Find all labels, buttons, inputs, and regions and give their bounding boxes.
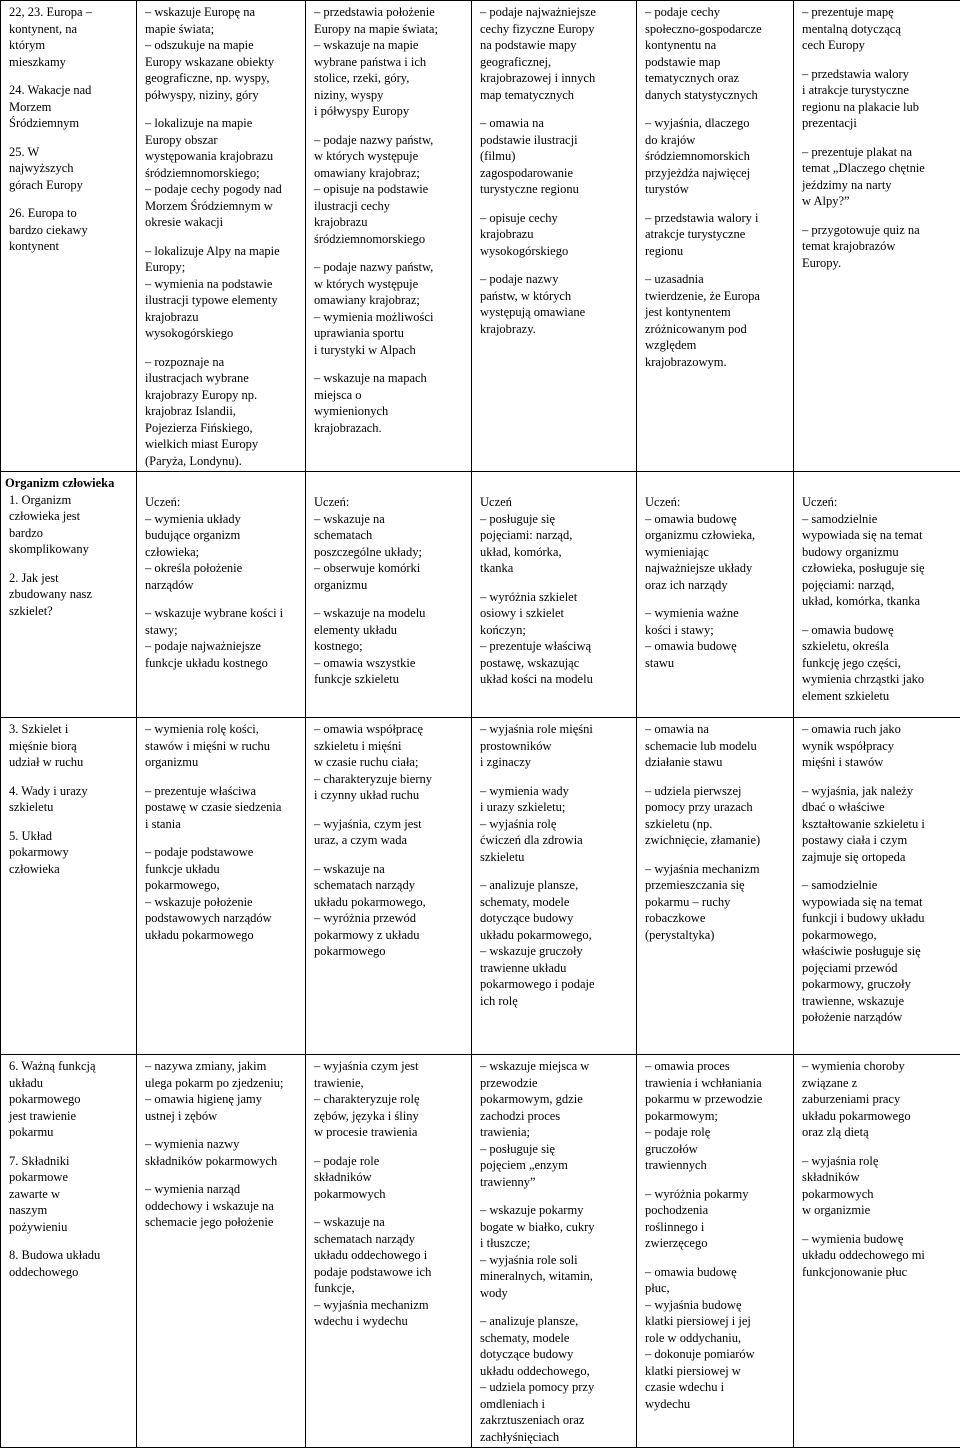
table-row: [1, 472, 960, 718]
requirement-item: – omawia na podstawie ilustracji (filmu) zagospodarowanie turystyczne regionu: [480, 115, 632, 198]
requirement-item: – wyjaśnia rolę składników pokarmowych w organizmie: [802, 1153, 956, 1219]
table-row: [1, 1055, 960, 1448]
requirement-item: – podaje najważniejsze cechy fizyczne Europy na podstawie mapy geograficznej, krajobrazowej i innych map tematycznych: [480, 4, 632, 103]
requirements-cell: [637, 718, 794, 1055]
topic-cell: [1, 472, 137, 718]
requirement-item: – lokalizuje Alpy na mapie Europy; – wymienia na podstawie ilustracji typowe elementy krajobrazu wysokogórskiego: [145, 243, 301, 342]
topic-cell: [1, 1055, 137, 1448]
requirements-cell: [137, 718, 306, 1055]
requirement-item: – omawia ruch jako wynik współpracy mięśni i stawów: [802, 721, 956, 771]
requirement-item: – omawia budowę szkieletu, określa funkcję jego części, wymienia chrząstki jako element szkieletu: [802, 622, 956, 705]
requirement-item: – omawia budowę płuc, – wyjaśnia budowę klatki piersiowej i jej role w oddychaniu, – dokonuje pomiarów klatki piersiowej w czasie wdechu i wydechu: [645, 1264, 789, 1413]
requirements-cell: [794, 1, 960, 472]
requirement-item: – wskazuje na schematach narządy układu oddechowego i podaje podstawowe ich funkcje, – wyjaśnia mechanizm wdechu i wydechu: [314, 1214, 467, 1330]
requirement-item: – rozpoznaje na ilustracjach wybrane krajobrazy Europy np. krajobraz Islandii, Pojezierza Fińskiego, wielkich miast Europy (Paryża, Londynu).: [145, 354, 301, 470]
requirement-item: – podaje nazwy państw, w których występuje omawiany krajobraz; – opisuje na podstawie ilustracji cechy krajobrazu śródziemnomorskiego: [314, 132, 467, 248]
requirement-item: – przygotowuje quiz na temat krajobrazów Europy.: [802, 222, 956, 272]
requirement-item: Uczeń: – wymienia układy budujące organizm człowieka; – określa położenie narządów: [145, 494, 301, 593]
table-row: [1, 1, 960, 472]
requirement-item: – wskazuje Europę na mapie świata; – odszukuje na mapie Europy wskazane obiekty geograficzne, np. wyspy, półwyspy, niziny, góry: [145, 4, 301, 103]
requirement-item: – omawia na schemacie lub modelu działanie stawu: [645, 721, 789, 771]
requirements-cell: [306, 718, 472, 1055]
table-row: [1, 718, 960, 1055]
requirement-item: – prezentuje plakat na temat „Dlaczego chętnie jeździmy na narty w Alpy?”: [802, 144, 956, 210]
topic-cell: [1, 1, 137, 472]
requirements-cell: [137, 472, 306, 718]
requirement-item: – wyjaśnia role mięśni prostowników i zginaczy: [480, 721, 632, 771]
section-title: Organizm człowieka: [5, 475, 132, 492]
requirement-item: – podaje nazwy państw, w których występuje omawiany krajobraz; – wymienia możliwości uprawiania sportu i turystyki w Alpach: [314, 259, 467, 358]
topic-title: 1. Organizm człowieka jest bardzo skomplikowany: [9, 492, 132, 558]
requirements-cell: [472, 718, 637, 1055]
topic-title: 25. W najwyższych górach Europy: [9, 144, 132, 194]
requirement-item: – prezentuje właściwa postawę w czasie siedzenia i stania: [145, 783, 301, 833]
requirement-item: – wskazuje pokarmy bogate w białko, cukry i tłuszcze; – wyjaśnia role soli mineralnych, witamin, wody: [480, 1202, 632, 1301]
requirement-item: – samodzielnie wypowiada się na temat funkcji i budowy układu pokarmowego, właściwie posługuje się pojęciami przewód pokarmowy, gruczoły trawienne, wskazuje położenie narządów: [802, 877, 956, 1026]
requirement-item: – udziela pierwszej pomocy przy urazach szkieletu (np. zwichnięcie, złamanie): [645, 783, 789, 849]
topic-title: 8. Budowa układu oddechowego: [9, 1247, 132, 1280]
requirements-cell: [137, 1, 306, 472]
topic-title: 26. Europa to bardzo ciekawy kontynent: [9, 205, 132, 255]
requirement-item: – wyjaśnia czym jest trawienie, – charakteryzuje rolę zębów, języka i śliny w procesie trawienia: [314, 1058, 467, 1141]
requirement-item: – wskazuje miejsca w przewodzie pokarmowym, gdzie zachodzi proces trawienia; – posługuje się pojęciem „enzym trawienny”: [480, 1058, 632, 1190]
requirement-item: – nazywa zmiany, jakim ulega pokarm po zjedzeniu; – omawia higienę jamy ustnej i zębów: [145, 1058, 301, 1124]
requirements-cell: [472, 1, 637, 472]
requirement-item: – wymienia ważne kości i stawy; – omawia budowę stawu: [645, 605, 789, 671]
requirement-item: – przedstawia walory i atrakcje turystyczne regionu: [645, 210, 789, 260]
requirement-item: – wymienia budowę układu oddechowego mi funkcjonowanie płuc: [802, 1231, 956, 1281]
requirement-item: – wyróżnia szkielet osiowy i szkielet kończyn; – prezentuje właściwą postawę, wskazując układ kości na modelu: [480, 589, 632, 688]
requirements-cell: [794, 472, 960, 718]
requirement-item: – lokalizuje na mapie Europy obszar występowania krajobrazu śródziemnomorskiego; – podaje cechy pogody nad Morzem Śródziemnym w okresie wakacji: [145, 115, 301, 231]
requirements-cell: [637, 1, 794, 472]
requirement-item: – wymienia nazwy składników pokarmowych: [145, 1136, 301, 1169]
requirement-item: – wskazuje na modelu elementy układu kostnego; – omawia wszystkie funkcje szkieletu: [314, 605, 467, 688]
requirement-item: – wskazuje na schematach narządy układu pokarmowego, – wyróżnia przewód pokarmowy z układu pokarmowego: [314, 861, 467, 960]
requirement-item: – wyjaśnia mechanizm przemieszczania się pokarmu – ruchy robaczkowe (perystaltyka): [645, 861, 789, 944]
requirement-item: – opisuje cechy krajobrazu wysokogórskiego: [480, 210, 632, 260]
requirement-item: – omawia współpracę szkieletu i mięśni w czasie ruchu ciała; – charakteryzuje bierny i czynny układ ruchu: [314, 721, 467, 804]
requirement-item: – wyróżnia pokarmy pochodzenia roślinnego i zwierzęcego: [645, 1186, 789, 1252]
requirement-item: – wyjaśnia, czym jest uraz, a czym wada: [314, 816, 467, 849]
requirement-item: – przedstawia walory i atrakcje turystyczne regionu na plakacie lub prezentacji: [802, 66, 956, 132]
requirements-cell: [472, 472, 637, 718]
requirements-cell: [306, 1, 472, 472]
topic-cell: [1, 718, 137, 1055]
requirement-item: – wymienia wady i urazy szkieletu; – wyjaśnia rolę ćwiczeń dla zdrowia szkieletu: [480, 783, 632, 866]
topic-title: 3. Szkielet i mięśnie biorą udział w ruchu: [9, 721, 132, 771]
requirement-item: – analizuje plansze, schematy, modele dotyczące budowy układu oddechowego, – udziela pomocy przy omdleniach i zakrztuszeniach oraz zachłyśnięciach: [480, 1313, 632, 1445]
topic-title: 4. Wady i urazy szkieletu: [9, 783, 132, 816]
requirement-item: Uczeń: – omawia budowę organizmu człowieka, wymieniając najważniejsze układy oraz ich narządy: [645, 494, 789, 593]
requirements-cell: [306, 472, 472, 718]
requirements-cell: [306, 1055, 472, 1448]
requirement-item: – wymienia rolę kości, stawów i mięśni w ruchu organizmu: [145, 721, 301, 771]
requirement-item: – wskazuje na mapach miejsca o wymienionych krajobrazach.: [314, 370, 467, 436]
topic-title: 24. Wakacje nad Morzem Śródziemnym: [9, 82, 132, 132]
requirement-item: Uczeń: – samodzielnie wypowiada się na temat budowy organizmu człowieka, posługuje się pojęciami: narząd, układ, komórka, tkanka: [802, 494, 956, 610]
topic-title: 5. Układ pokarmowy człowieka: [9, 828, 132, 878]
requirements-cell: [637, 1055, 794, 1448]
requirement-item: – podaje podstawowe funkcje układu pokarmowego, – wskazuje położenie podstawowych narządów układu pokarmowego: [145, 844, 301, 943]
requirement-item: – wymienia choroby związane z zaburzeniami pracy układu pokarmowego oraz zlą dietą: [802, 1058, 956, 1141]
requirements-cell: [637, 472, 794, 718]
requirements-cell: [472, 1055, 637, 1448]
requirements-cell: [137, 1055, 306, 1448]
requirements-cell: [794, 718, 960, 1055]
requirement-item: Uczeń – posługuje się pojęciami: narząd, układ, komórka, tkanka: [480, 494, 632, 577]
requirement-item: – podaje nazwy państw, w których występują omawiane krajobrazy.: [480, 271, 632, 337]
requirement-item: – omawia proces trawienia i wchłaniania pokarmu w przewodzie pokarmowym; – podaje rolę gruczołów trawiennych: [645, 1058, 789, 1174]
requirement-item: – prezentuje mapę mentalną dotyczącą cech Europy: [802, 4, 956, 54]
requirement-item: – analizuje plansze, schematy, modele dotyczące budowy układu pokarmowego, – wskazuje gruczoły trawienne układu pokarmowego i podaje ich rolę: [480, 877, 632, 1009]
requirement-item: – wyjaśnia, jak należy dbać o właściwe kształtowanie szkieletu i postawy ciała i czym zajmuje się ortopeda: [802, 783, 956, 866]
requirement-item: – wyjaśnia, dlaczego do krajów śródziemnomorskich przyjeżdża najwięcej turystów: [645, 115, 789, 198]
requirements-cell: [794, 1055, 960, 1448]
requirement-item: Uczeń: – wskazuje na schematach poszczególne układy; – obserwuje komórki organizmu: [314, 494, 467, 593]
topic-title: 6. Ważną funkcją układu pokarmowego jest trawienie pokarmu: [9, 1058, 132, 1141]
topic-title: 7. Składniki pokarmowe zawarte w naszym pożywieniu: [9, 1153, 132, 1236]
requirement-item: – podaje cechy społeczno-gospodarcze kontynentu na podstawie map tematycznych oraz danych statystycznych: [645, 4, 789, 103]
requirement-item: – przedstawia położenie Europy na mapie świata; – wskazuje na mapie wybrane państwa i ich stolice, rzeki, góry, niziny, wyspy i półwyspy Europy: [314, 4, 467, 120]
requirement-item: – wskazuje wybrane kości i stawy; – podaje najważniejsze funkcje układu kostnego: [145, 605, 301, 671]
requirement-item: – podaje role składników pokarmowych: [314, 1153, 467, 1203]
requirement-item: – uzasadnia twierdzenie, że Europa jest kontynentem zróżnicowanym pod względem krajobrazowym.: [645, 271, 789, 370]
topic-title: 22, 23. Europa – kontynent, na którym mieszkamy: [9, 4, 132, 70]
topic-title: 2. Jak jest zbudowany nasz szkielet?: [9, 570, 132, 620]
requirement-item: – wymienia narząd oddechowy i wskazuje na schemacie jego położenie: [145, 1181, 301, 1231]
